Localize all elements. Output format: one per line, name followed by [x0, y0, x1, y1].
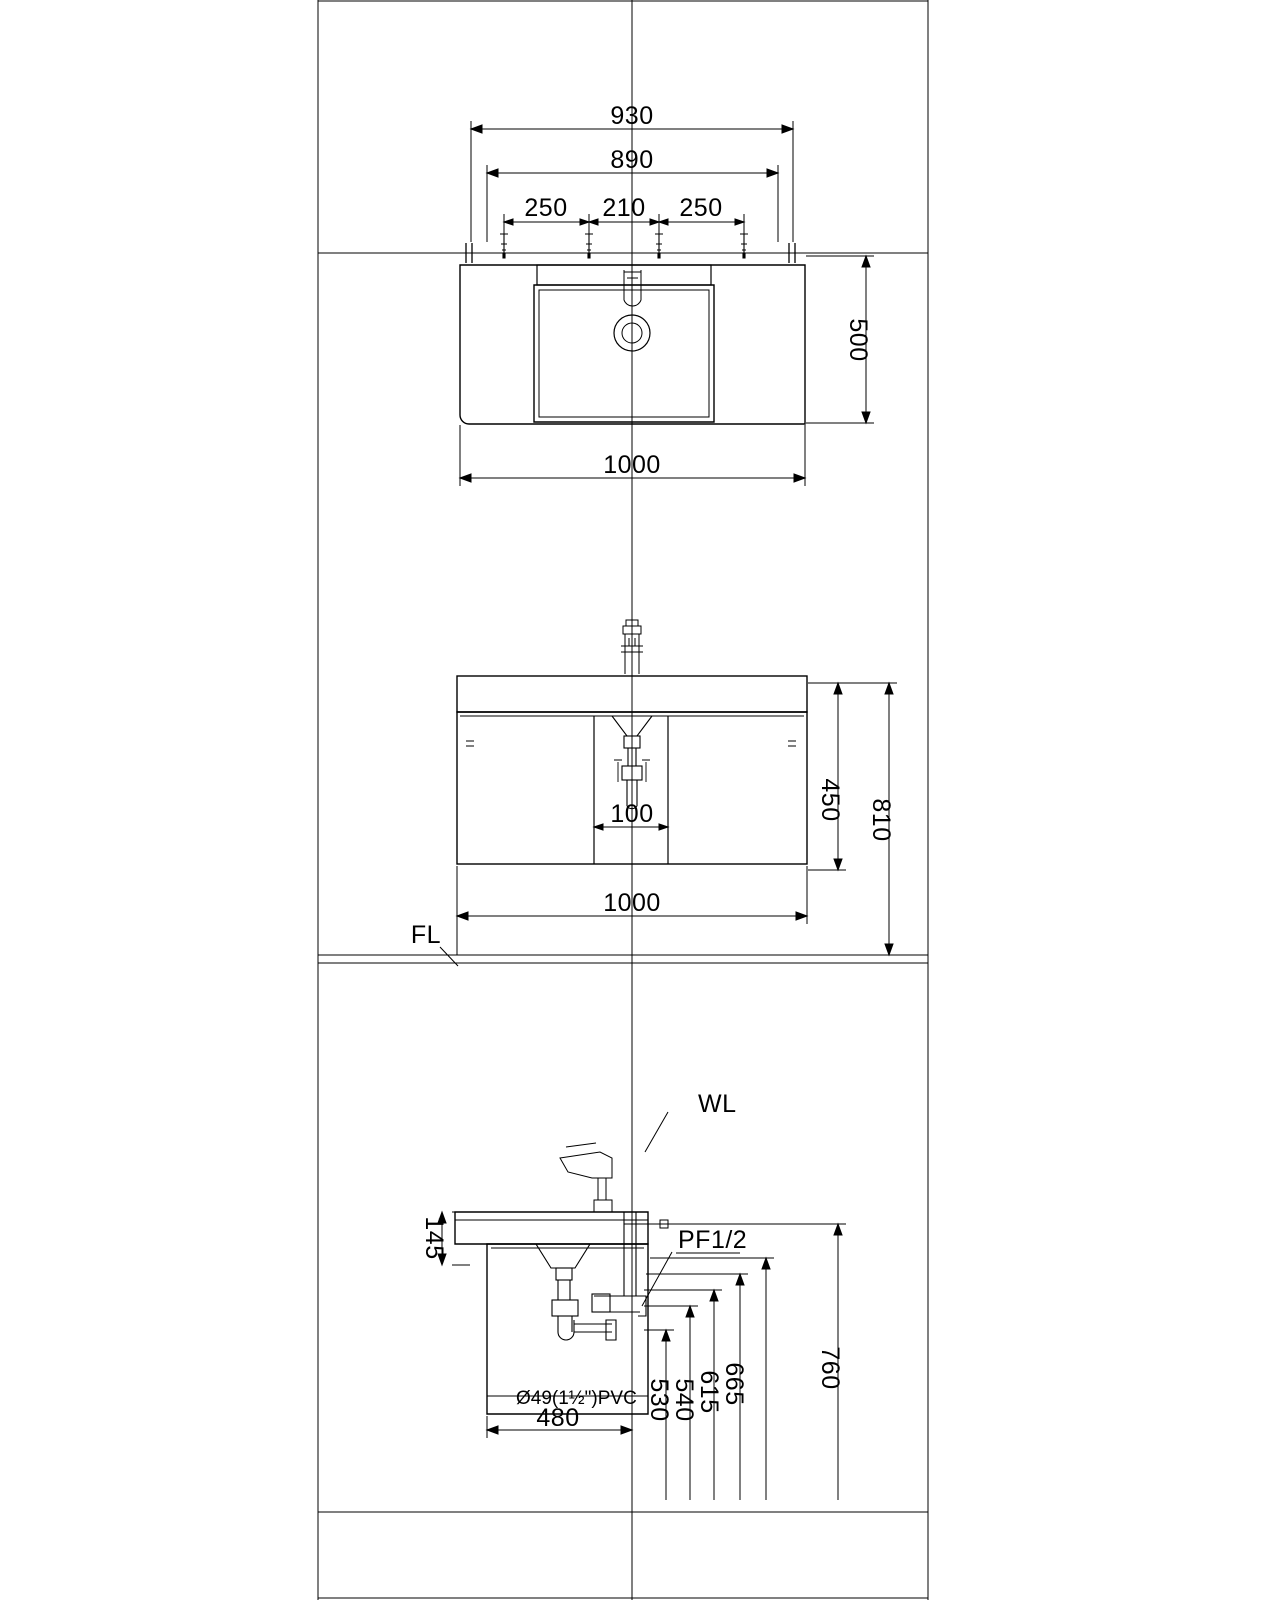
dim-label-665: 665 [720, 1362, 748, 1406]
pvc-pipe-label: Ø49(1½")PVC [516, 1388, 637, 1409]
dim-label-615: 615 [695, 1370, 723, 1414]
dim-label-1000-plan: 1000 [603, 451, 661, 479]
dim-label-100: 100 [610, 800, 654, 828]
water-line-label: WL [698, 1090, 737, 1118]
dim-label-145: 145 [420, 1216, 448, 1260]
side-section-geometry [455, 1112, 672, 1414]
dim-450 [808, 683, 846, 870]
dim-label-250-left: 250 [524, 194, 568, 222]
dim-label-480: 480 [536, 1404, 580, 1432]
dim-label-1000-front: 1000 [603, 889, 661, 917]
dim-label-810: 810 [867, 798, 895, 842]
dim-label-530: 530 [645, 1378, 673, 1422]
dim-label-930: 930 [610, 102, 654, 130]
pf-thread-label: PF1/2 [678, 1226, 748, 1254]
dim-label-250-right: 250 [679, 194, 723, 222]
floor-level-label: FL [410, 921, 442, 949]
dim-label-540: 540 [670, 1378, 698, 1422]
dim-label-450: 450 [816, 778, 844, 822]
dim-label-500: 500 [844, 318, 872, 362]
dim-label-210: 210 [602, 194, 646, 222]
dim-label-760: 760 [816, 1346, 844, 1390]
dim-label-890: 890 [610, 146, 654, 174]
